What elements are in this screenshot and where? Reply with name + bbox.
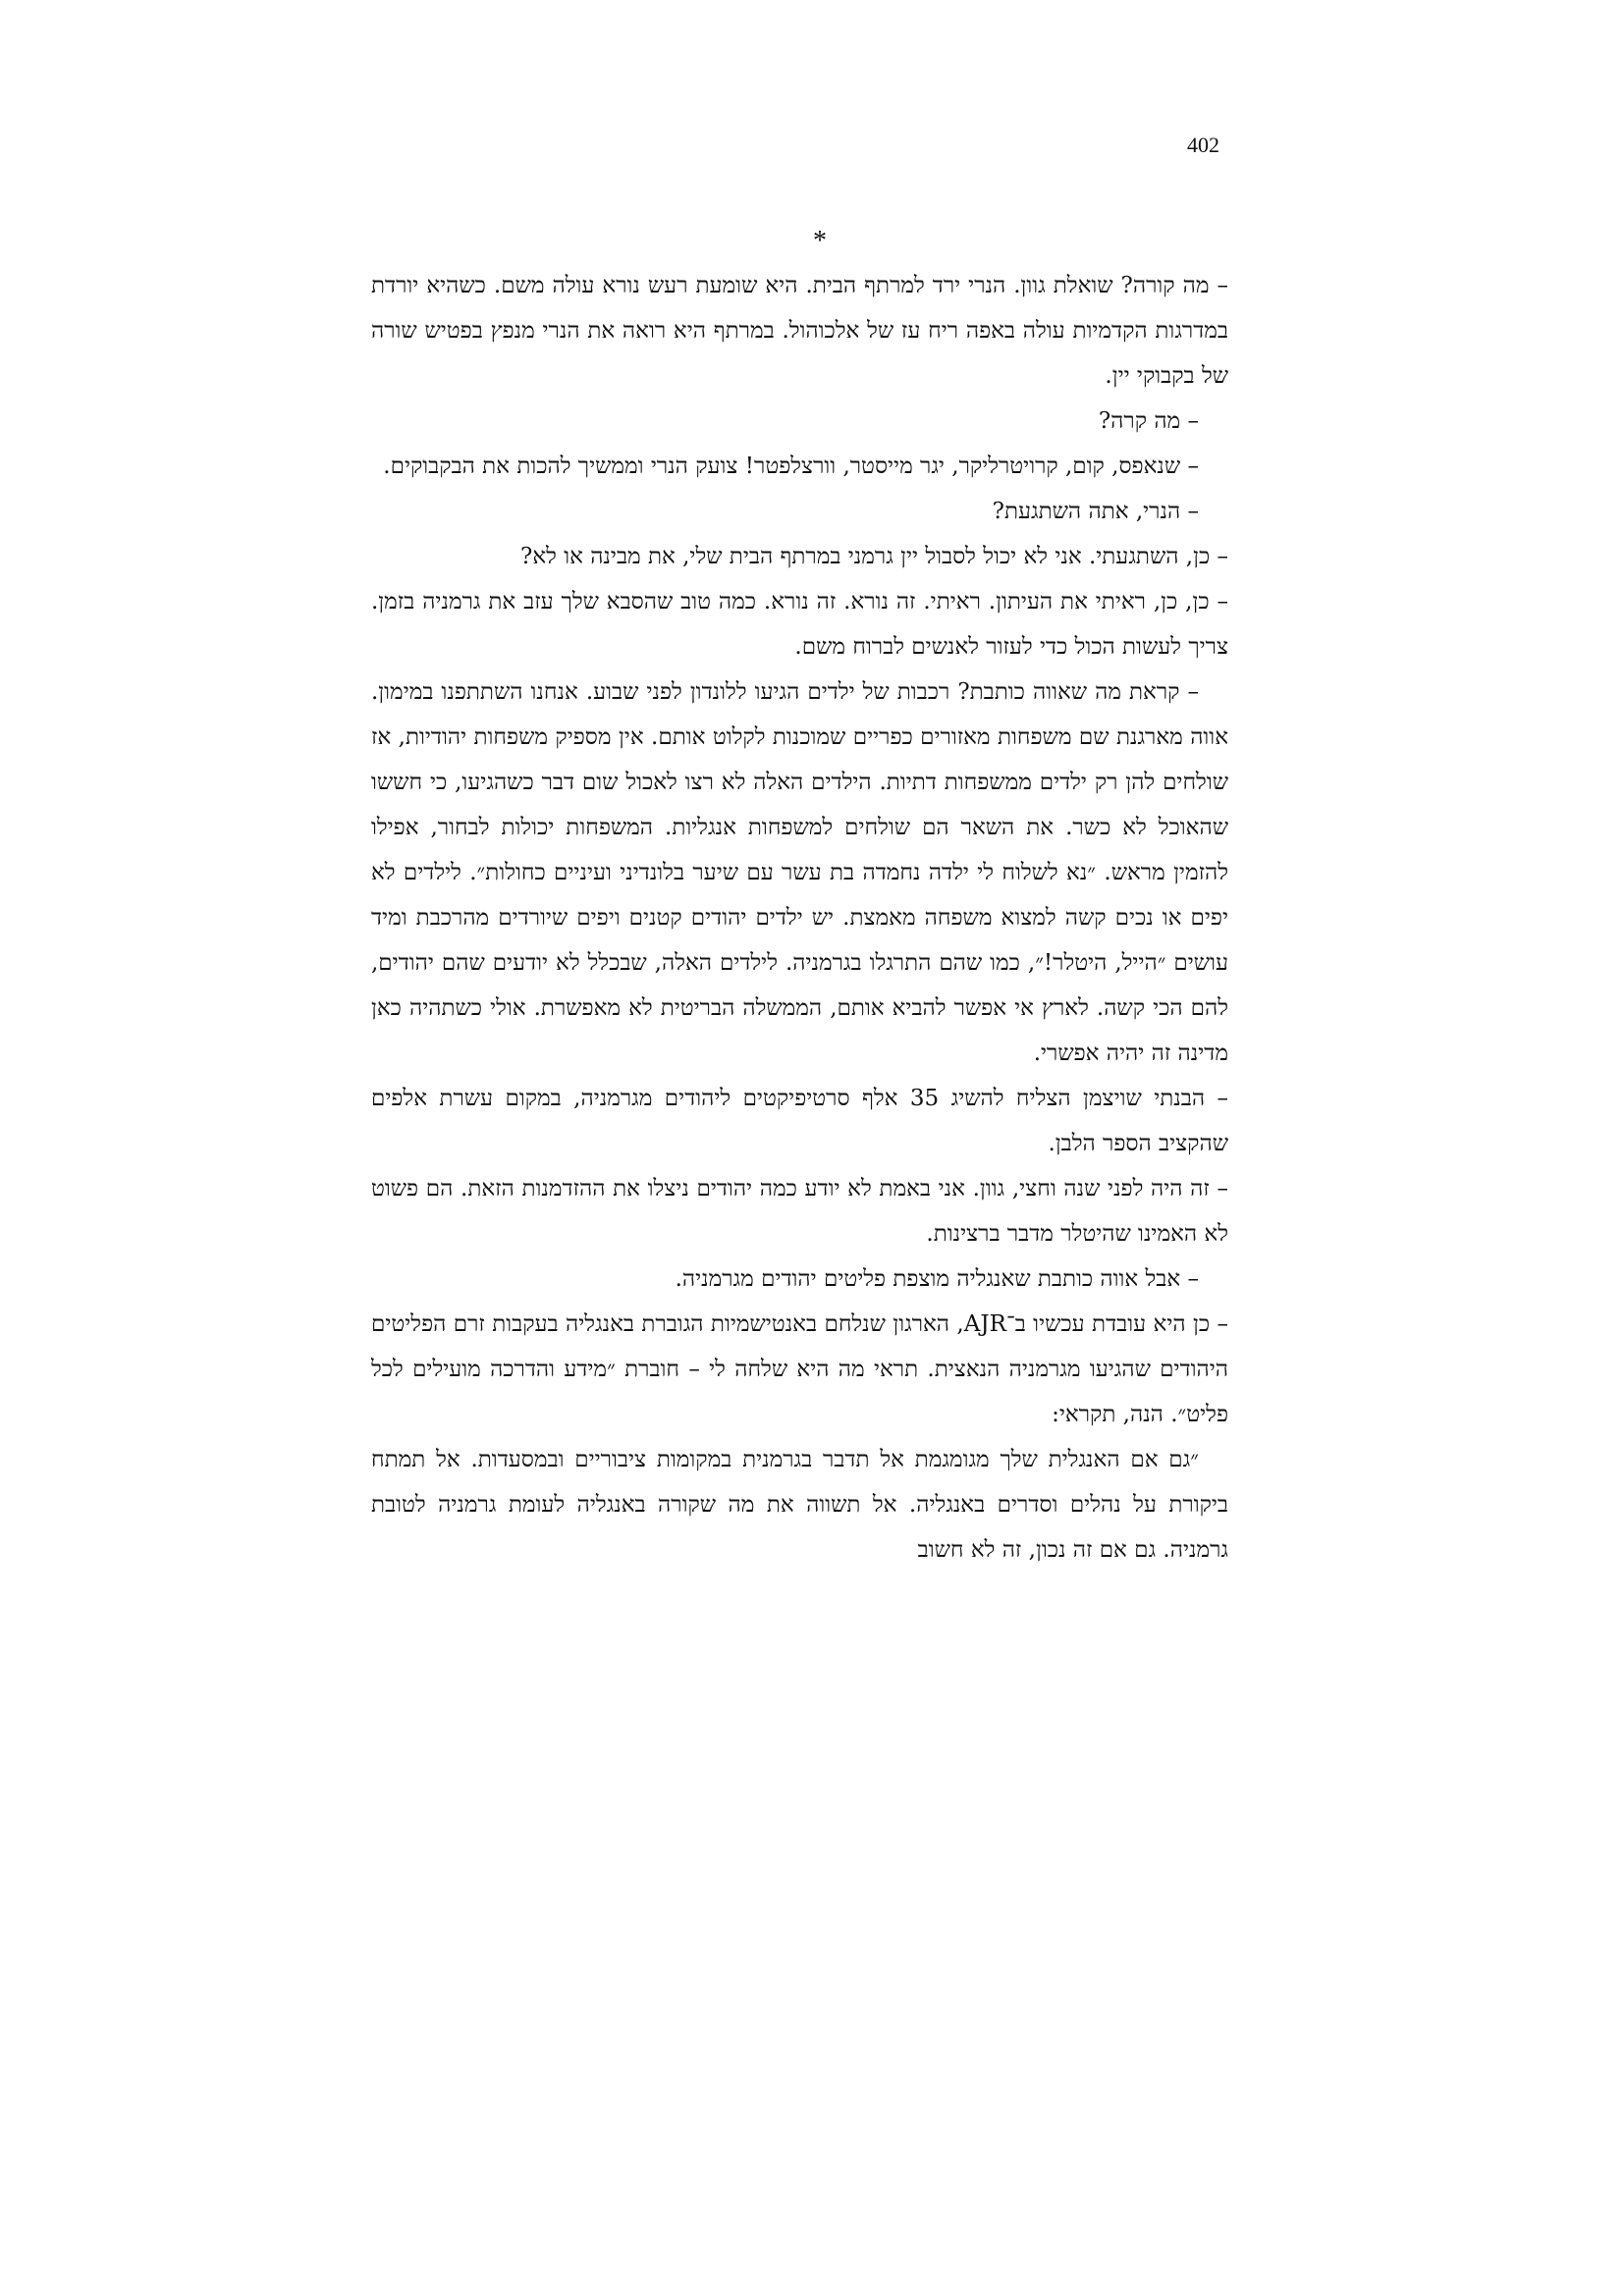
quoted-paragraph: ״גם אם האנגלית שלך מגומגמת אל תדבר בגרמנית במקומות ציבוריים ובמסעדות. אל תמתח ביקורת על נהלים וסדרים באנגליה. אל תשווה את מה שקורה באנגליה לעומת גרמניה לטובת גרמניה. גם אם זה נכון, זה לא חשוב <box>371 1447 1228 1563</box>
paragraph: – כן היא עובדת עכשיו ב־AJR, הארגון שנלחם באנטישמיות הגוברת באנגליה בעקבות זרם הפליטים היהודים שהגיעו מגרמניה הנאצית. תראי מה היא שלחה לי – חוברת ״מידע והדרכה מועילים לכל פליט״. הנה, תקראי: <box>371 1311 1228 1427</box>
paragraph: – שנאפס, קום, קרויטרליקר, יגר מייסטר, וורצלפטר! צועק הנרי וממשיך להכות את הבקבוקים. <box>383 454 1199 479</box>
paragraph: – מה קורה? שואלת גוון. הנרי ירד למרתף הבית. היא שומעת רעש נורא עולה משם. כשהיא יורדת במדרגות הקדמיות עולה באפה ריח עז של אלכוהול. במרתף היא רואה את הנרי מנפץ בפטיש שורה של בקבוקי יין. <box>371 273 1228 389</box>
body-text <box>371 263 1228 1573</box>
section-separator: * <box>813 226 827 256</box>
paragraph: – כן, השתגעתי. אני לא יכול לסבול יין גרמני במרתף הבית שלי, את מבינה או לא? <box>520 544 1228 569</box>
page-number: 402 <box>1187 133 1219 157</box>
paragraph: – זה היה לפני שנה וחצי, גוון. אני באמת לא יודע כמה יהודים ניצלו את ההזדמנות הזאת. הם פשוט לא האמינו שהיטלר מדבר ברצינות. <box>371 1176 1228 1247</box>
paragraph: – כן, כן, ראיתי את העיתון. ראיתי. זה נורא. זה נורא. כמה טוב שהסבא שלך עזב את גרמניה בזמן. צריך לעשות הכול כדי לעזור לאנשים לברוח משם. <box>371 589 1228 660</box>
paragraph: – אבל אווה כותבת שאנגליה מוצפת פליטים יהודים מגרמניה. <box>675 1266 1199 1292</box>
paragraph: – הבנתי שויצמן הצליח להשיג 35 אלף סרטיפיקטים ליהודים מגרמניה, במקום עשרת אלפים שהקציב הספר הלבן. <box>371 1086 1228 1156</box>
paragraph: – קראת מה שאווה כותבת? רכבות של ילדים הגיעו ללונדון לפני שבוע. אנחנו השתתפנו במימון. אווה מארגנת שם משפחות מאזורים כפריים שמוכנות לקלוט אותם. אין מספיק משפחות יהודיות, אז שולחים להן רק ילדים ממשפחות דתיות. הילדים האלה לא רצו לאכול שום דבר כשהגיעו, כי חששו שהאוכל לא כשר. את השאר הם שולחים למשפחות אנגליות. המשפחות יכולות לבחור, אפילו להזמין מראש. ״נא לשלוח לי ילדה נחמדה בת עשר עם שיער בלונדיני ועיניים כחולות״. לילדים לא יפים או נכים קשה למצוא משפחה מאמצת. יש ילדים יהודים קטנים ויפים שיורדים מהרכבת ומיד עושים ״הייל, היטלר!״, כמו שהם התרגלו בגרמניה. לילדים האלה, שבכלל לא יודעים שהם יהודים, להם הכי קשה. לארץ אי אפשר להביא אותם, הממשלה הבריטית לא מאפשרת. אולי כשתהיה כאן מדינה זה יהיה אפשרי. <box>371 679 1228 1066</box>
paragraph: – מה קרה? <box>1098 408 1199 434</box>
paragraph: – הנרי, אתה השתגעת? <box>992 499 1199 524</box>
